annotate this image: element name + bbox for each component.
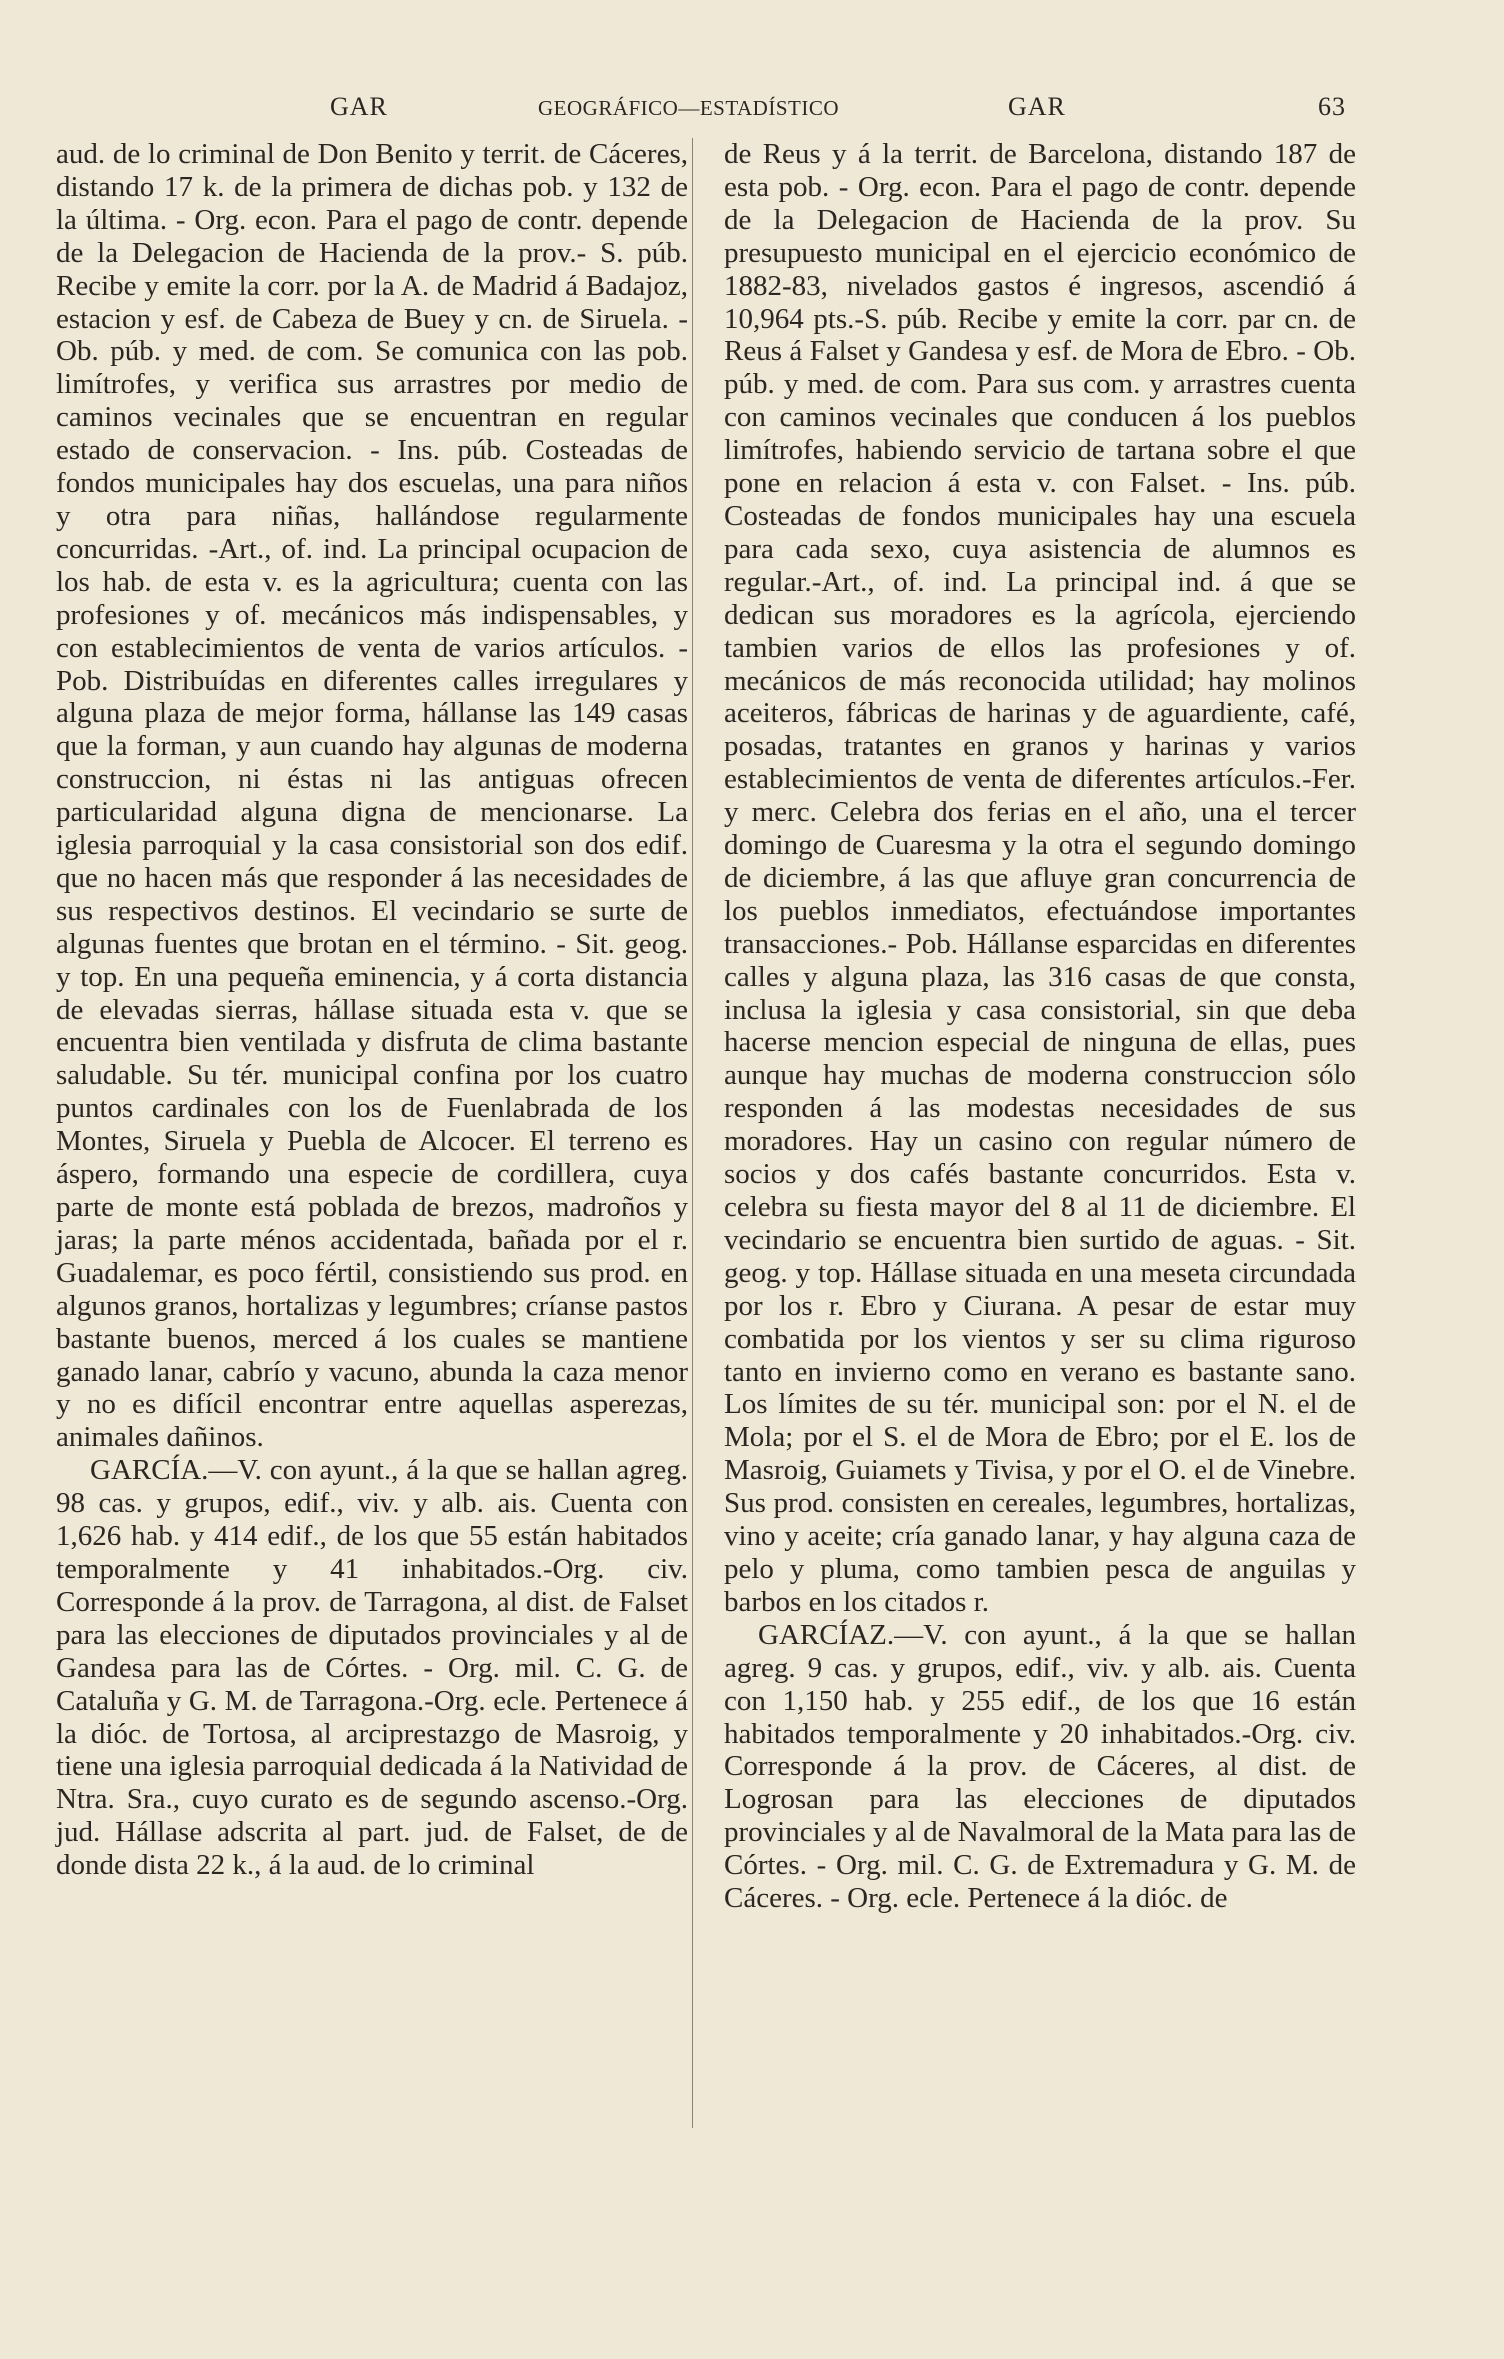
header-left-word: GAR — [330, 92, 388, 121]
header-right-word: GAR — [1008, 92, 1066, 121]
page-header — [56, 92, 1356, 132]
paragraph-continuation: aud. de lo criminal de Don Benito y territ. de Cáceres, distando 17 k. de la primera de dichas pob. y 132 de la última. - Org. econ. Para el pago de contr. depende de la Delegacion de Hacienda de la prov.- S. púb. Recibe y emite la corr. por la A. de Madrid á Badajoz, estacion y esf. de Cabeza de Buey y cn. de Siruela. - Ob. púb. y med. de com. Se comunica con las pob. limítrofes, y verifica sus arrastres por medio de caminos vecinales que se encuentran en regular estado de conservacion. - Ins. púb. Costeadas de fondos municipales hay dos escuelas, una para niños y otra para niñas, hallándose regularmente concurridas. -Art., of. ind. La principal ocupacion de los hab. de esta v. es la agricultura; cuenta con las profesiones y of. mecánicos más indispensables, y con establecimientos de venta de varios artículos. - Pob. Distribuídas en diferentes calles irregulares y alguna plaza de mejor forma, hállanse las 149 casas que la forman, y aun cuando hay algunas de moderna construccion, ni éstas ni las antiguas ofrecen particularidad alguna digna de mencionarse. La iglesia parroquial y la casa consistorial son dos edif. que no hacen más que responder á las necesidades de sus respectivos destinos. El vecindario se surte de algunas fuentes que brotan en el término. - Sit. geog. y top. En una pequeña eminencia, y á corta distancia de elevadas sierras, hállase situada esta v. que se encuentra bien ventilada y disfruta de clima bastante saludable. Su tér. municipal confina por los cuatro puntos cardinales con los de Fuenlabrada de los Montes, Siruela y Puebla de Alcocer. El terreno es áspero, formando una especie de cordillera, cuya parte de monte está poblada de brezos, madroños y jaras; la parte ménos accidentada, bañada por el r. Guadalemar, es poco fértil, consistiendo sus prod. en algunos granos, hortalizas y legumbres; críanse pastos bastante buenos, merced á los cuales se mantiene ganado lanar, cabrío y vacuno, abunda la caza menor y no es difícil encontrar entre aquellas asperezas, animales dañinos. — [56, 138, 688, 1454]
right-column — [724, 138, 1356, 1915]
column-divider — [692, 138, 693, 2128]
paragraph-continuation-right: de Reus y á la territ. de Barcelona, distando 187 de esta pob. - Org. econ. Para el pago de contr. depende de la Delegacion de Hacienda de la prov. Su presupuesto municipal en el ejercicio económico de 1882-83, nivelados gastos é ingresos, ascendió á 10,964 pts.-S. púb. Recibe y emite la corr. par cn. de Reus á Falset y Gandesa y esf. de Mora de Ebro. - Ob. púb. y med. de com. Para sus com. y arrastres cuenta con caminos vecinales que conducen á los pueblos limítrofes, habiendo servicio de tartana sobre el que pone en relacion á esta v. con Falset. - Ins. púb. Costeadas de fondos municipales hay una escuela para cada sexo, cuya asistencia de alumnos es regular.-Art., of. ind. La principal ind. á que se dedican sus moradores es la agrícola, ejerciendo tambien varios de ellos las profesiones y of. mecánicos de más reconocida utilidad; hay molinos aceiteros, fábricas de harinas y de aguardiente, café, posadas, tratantes en granos y harinas y varios establecimientos de venta de diferentes artículos.-Fer. y merc. Celebra dos ferias en el año, una el tercer domingo de Cuaresma y la otra el segundo domingo de diciembre, á las que afluye gran concurrencia de los pueblos inmediatos, efectuándose importantes transacciones.- Pob. Hállanse esparcidas en diferentes calles y alguna plaza, las 316 casas de que consta, inclusa la iglesia y casa consistorial, sin que deba hacerse mencion especial de ninguna de ellas, pues aunque hay muchas de moderna construccion sólo responden á las modestas necesidades de sus moradores. Hay un casino con regular número de socios y dos cafés bastante concurridos. Esta v. celebra su fiesta mayor del 8 al 11 de diciembre. El vecindario se encuentra bien surtido de aguas. - Sit. geog. y top. Hállase situada en una meseta circundada por los r. Ebro y Ciurana. A pesar de estar muy combatida por los vientos y ser su clima riguroso tanto en invierno como en verano es bastante sano. Los límites de su tér. municipal son: por el N. el de Mola; por el S. el de Mora de Ebro; por el E. los de Masroig, Guiamets y Tivisa, y por el O. el de Vinebre. Sus prod. consisten en cereales, legumbres, hortalizas, vino y aceite; cría ganado lanar, y hay alguna caza de pelo y pluma, como tambien pesca de anguilas y barbos en los citados r. — [724, 138, 1356, 1618]
header-title: GEOGRÁFICO—ESTADÍSTICO — [538, 96, 839, 120]
entry-garcia: GARCÍA.—V. con ayunt., á la que se hallan agreg. 98 cas. y grupos, edif., viv. y alb. ais. Cuenta con 1,626 hab. y 414 edif., de los que 55 están habitados temporalmente y 41 inhabitados.-Org. civ. Corresponde á la prov. de Tarragona, al dist. de Falset para las elecciones de diputados provinciales y al de Gandesa para las de Córtes. - Org. mil. C. G. de Cataluña y G. M. de Tarragona.-Org. ecle. Pertenece á la dióc. de Tortosa, al arciprestazgo de Masroig, y tiene una iglesia parroquial dedicada á la Natividad de Ntra. Sra., cuyo curato es de segundo ascenso.-Org. jud. Hállase adscrita al part. jud. de Falset, de de donde dista 22 k., á la aud. de lo criminal — [56, 1454, 688, 1882]
left-column — [56, 138, 688, 1882]
page-number: 63 — [1318, 92, 1346, 121]
entry-garciaz: GARCÍAZ.—V. con ayunt., á la que se hallan agreg. 9 cas. y grupos, edif., viv. y alb. ais. Cuenta con 1,150 hab. y 255 edif., de los que 16 están habitados temporalmente y 20 inhabitados.-Org. civ. Corresponde á la prov. de Cáceres, al dist. de Logrosan para las elecciones de diputados provinciales y al de Navalmoral de la Mata para las de Córtes. - Org. mil. C. G. de Extremadura y G. M. de Cáceres. - Org. ecle. Pertenece á la dióc. de — [724, 1618, 1356, 1915]
